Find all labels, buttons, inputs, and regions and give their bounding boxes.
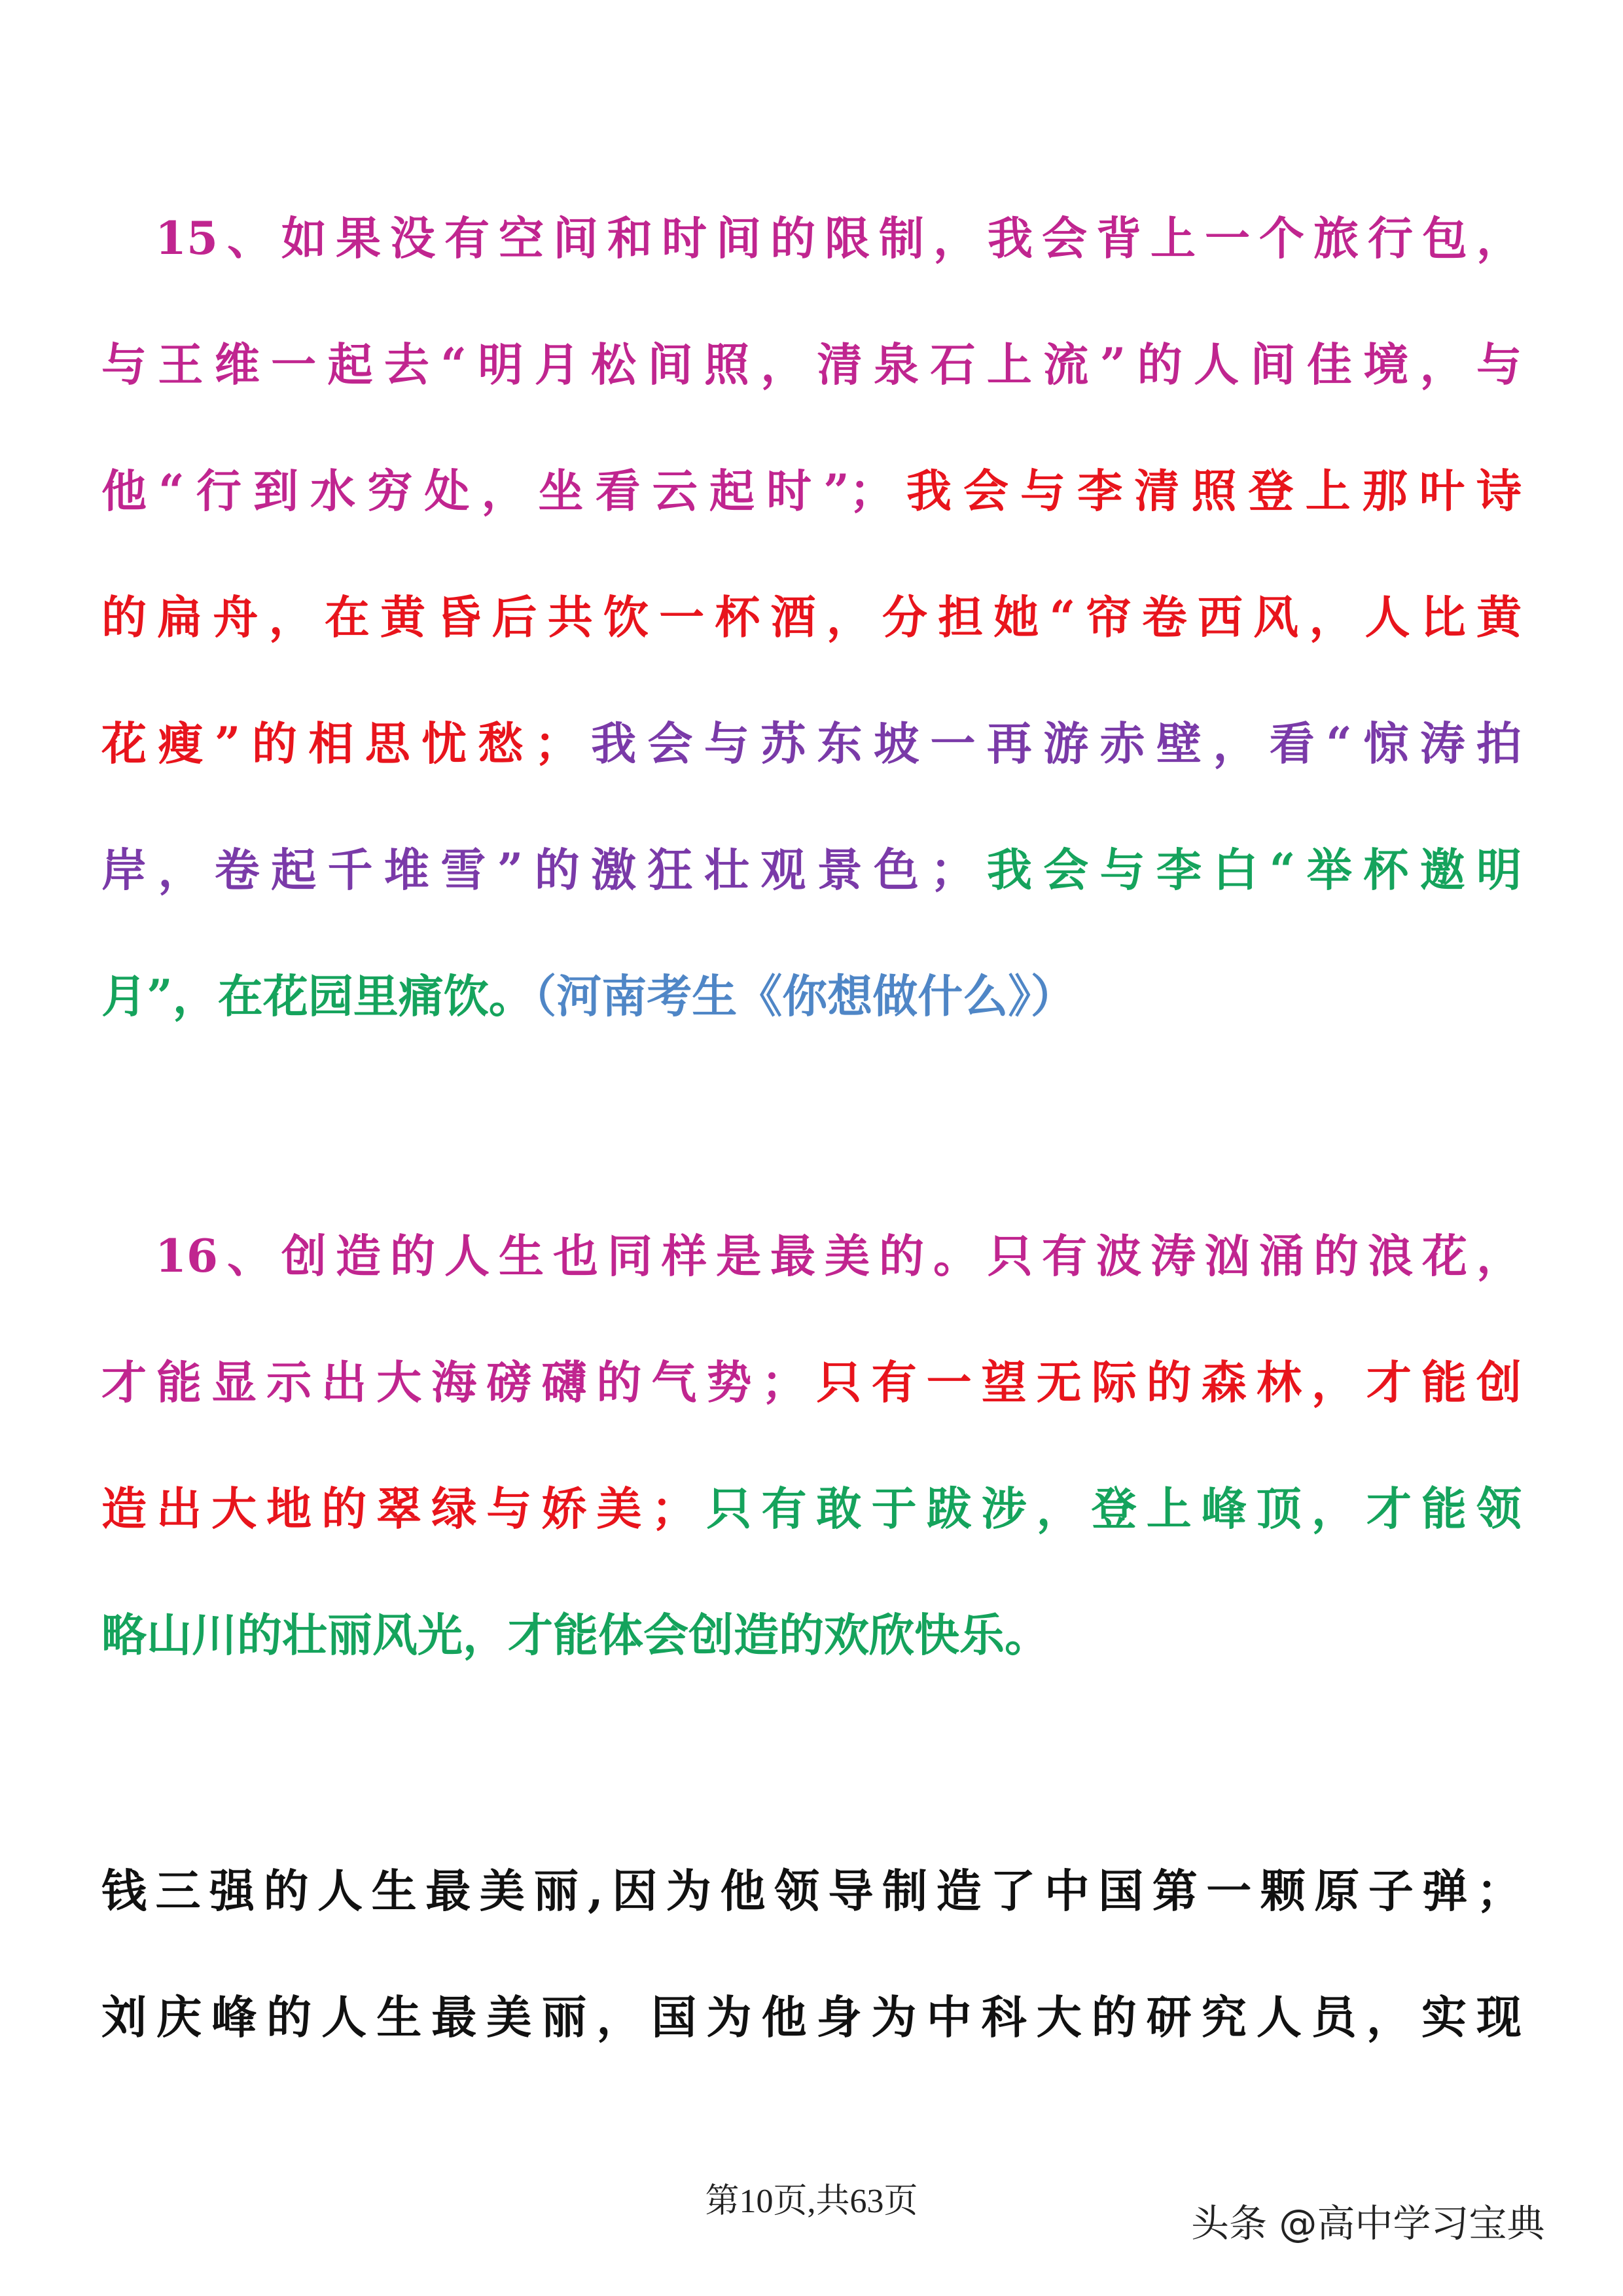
- p15-line-7: [101, 948, 1522, 1046]
- p15-line-4-text: 的扁舟，在黄昏后共饮一杯酒，分担她“帘卷西风，人比黄: [101, 591, 1522, 644]
- p15-line-3: [101, 442, 1522, 541]
- p15-line-4: [101, 569, 1522, 667]
- watermark: 头条 @高中学习宝典: [1191, 2201, 1545, 2246]
- black-line-2-text: 刘庆峰的人生最美丽，国为他身为中科大的研究人员，实现: [101, 1991, 1522, 2044]
- p16-line-4: [101, 1587, 1522, 1685]
- p15-line-5-part-b: 我会与苏东坡一再游赤壁，看“惊涛拍: [579, 717, 1522, 770]
- p16-line-2: [101, 1334, 1522, 1432]
- p15-line-5: [101, 695, 1522, 793]
- p16-line-1-text: 16、创造的人生也同样是最美的。只有波涛汹涌的浪花，: [155, 1230, 1522, 1283]
- p16-line-2-part-b: 只有一望无际的森林，才能创: [806, 1356, 1522, 1409]
- p16-line-2-part-a: 才能显示出大海磅礴的气势；: [101, 1356, 807, 1409]
- p16-line-1: [155, 1208, 1522, 1306]
- black-line-1: [101, 1842, 1522, 1941]
- p16-line-3-part-a: 造出大地的翠绿与娇美；: [101, 1482, 697, 1535]
- p16-line-3-part-b: 只有敢于跋涉，登上峰顶，才能领: [696, 1482, 1522, 1535]
- p15-line-3-part-a: 他“行到水穷处，坐看云起时”；: [101, 465, 895, 518]
- black-line-1-text: 钱三强的人生最美丽,因为他领导制造了中国第一颗原子弹；: [101, 1865, 1522, 1918]
- p16-line-4-text: 略山川的壮丽风光，才能体会创造的欢欣快乐。: [101, 1609, 1050, 1662]
- p15-line-7-part-a: 月”，在花园里痛饮。: [101, 970, 534, 1023]
- p16-line-3: [101, 1460, 1522, 1558]
- p15-line-1-text: 15、如果没有空间和时间的限制，我会背上一个旅行包，: [155, 212, 1522, 265]
- p15-line-6-part-b: 我会与李白“举杯邀明: [975, 844, 1522, 897]
- page-number: 第10页,共63页: [705, 2183, 918, 2220]
- p15-line-2: [101, 316, 1522, 414]
- p15-line-3-part-b: 我会与李清照登上那叶诗: [894, 465, 1522, 518]
- p15-line-1: [155, 190, 1522, 288]
- p15-line-5-part-a: 花瘦”的相思忧愁；: [101, 717, 580, 770]
- p15-line-6: [101, 821, 1522, 920]
- p15-source-citation: （河南考生《你想做什么》）: [533, 970, 1076, 1023]
- black-line-2: [101, 1969, 1522, 2067]
- p15-line-6-part-a: 岸，卷起千堆雪”的激狂壮观景色；: [101, 844, 976, 897]
- p15-line-2-text: 与王维一起去“明月松间照，清泉石上流”的人间佳境，与: [101, 338, 1522, 391]
